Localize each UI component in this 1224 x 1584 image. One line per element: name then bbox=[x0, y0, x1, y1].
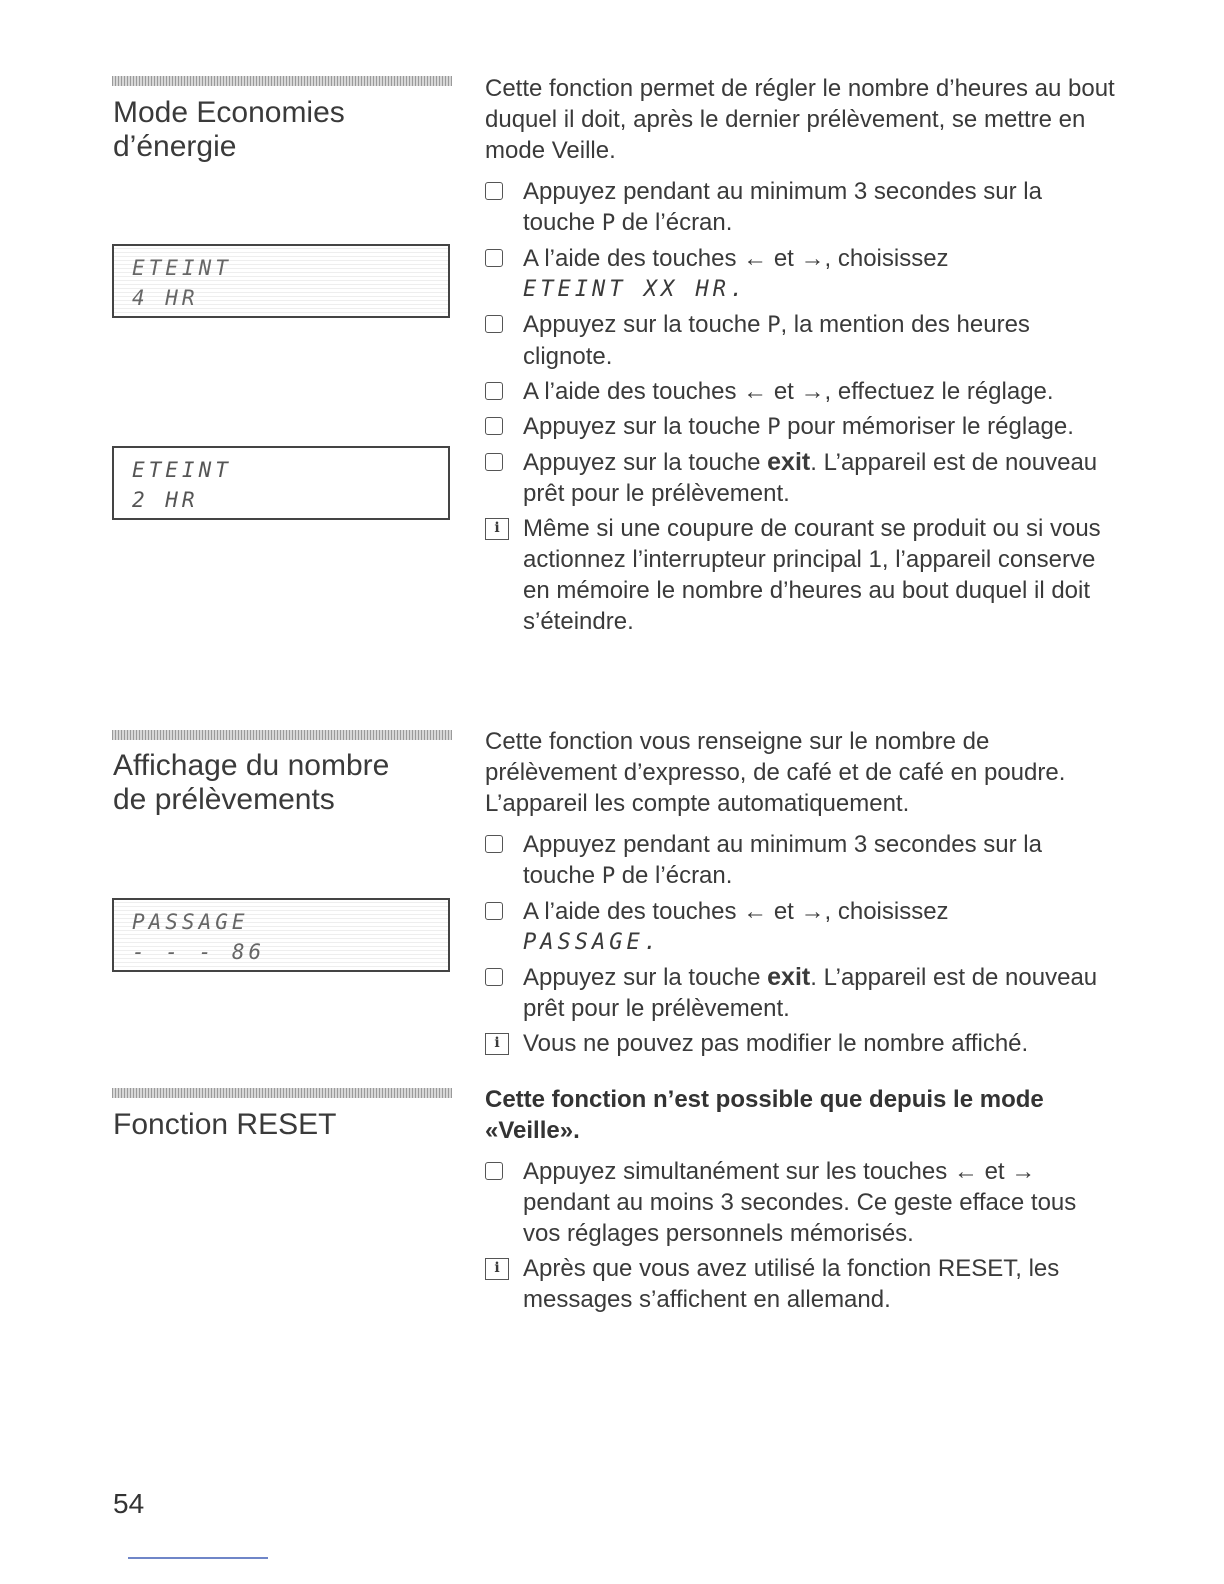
list-item: Appuyez simultanément sur les touches ← et → pendant au moins 3 secondes. Ce geste efface tous vos réglages personnels mémorisés. bbox=[485, 1156, 1115, 1249]
arrow-left-icon: ← bbox=[953, 1158, 978, 1185]
key-exit-label: exit bbox=[767, 963, 811, 991]
info-icon: i bbox=[485, 518, 509, 540]
key-p-label: P bbox=[767, 313, 781, 338]
count-intro: Cette fonction vous renseigne sur le nombre de prélèvement d’expresso, de café et de café en poudre. L’appareil les compte automatiquement. bbox=[485, 728, 1066, 817]
key-p-label: P bbox=[601, 211, 616, 236]
display-text: PASSAGE. bbox=[523, 930, 661, 955]
arrow-right-icon: → bbox=[800, 245, 825, 272]
list-item: Appuyez sur la touche exit. L’appareil est de nouveau prêt pour le prélèvement. bbox=[485, 447, 1115, 509]
info-note: i Après que vous avez utilisé la fonction RESET, les messages s’affichent en allemand. bbox=[485, 1253, 1115, 1315]
checkbox-bullet-icon bbox=[485, 835, 503, 853]
section-title-reset: Fonction RESET bbox=[113, 1108, 337, 1141]
arrow-left-icon: ← bbox=[743, 898, 768, 925]
lcd-display-eteint-4hr: ETEINT 4 HR bbox=[112, 244, 450, 318]
checkbox-bullet-icon bbox=[485, 453, 503, 471]
list-item: Appuyez sur la touche P, la mention des heures clignote. bbox=[485, 309, 1115, 372]
checkbox-bullet-icon bbox=[485, 382, 503, 400]
info-note: i Même si une coupure de courant se produit ou si vous actionnez l’interrupteur principal 1, l’appareil conserve en mémoire le nombre d’heures au bout duquel il doit s’éteindre. bbox=[485, 513, 1115, 637]
checkbox-bullet-icon bbox=[485, 249, 503, 267]
energy-intro: Cette fonction permet de régler le nombre d’heures au bout duquel il doit, après le dernier prélèvement, se mettre en mode Veille. bbox=[485, 75, 1115, 164]
list-item: A l’aide des touches ← et →, choisissez ETEINT XX HR. bbox=[485, 243, 1115, 305]
checkbox-bullet-icon bbox=[485, 1162, 503, 1180]
arrow-left-icon: ← bbox=[743, 245, 768, 272]
section-divider-bar bbox=[112, 1088, 452, 1098]
list-item: A l’aide des touches ← et →, effectuez le réglage. bbox=[485, 376, 1115, 407]
footer-rule bbox=[128, 1557, 268, 1559]
checkbox-bullet-icon bbox=[485, 315, 503, 333]
arrow-right-icon: → bbox=[800, 898, 825, 925]
info-icon: i bbox=[485, 1258, 509, 1280]
key-exit-label: exit bbox=[767, 448, 811, 476]
reset-note: Cette fonction n’est possible que depuis le mode «Veille». bbox=[485, 1086, 1044, 1144]
energy-instructions bbox=[485, 73, 1115, 641]
display-text: ETEINT XX HR. bbox=[523, 277, 748, 302]
key-p-label: P bbox=[767, 415, 781, 440]
arrow-left-icon: ← bbox=[743, 378, 768, 405]
checkbox-bullet-icon bbox=[485, 902, 503, 920]
checkbox-bullet-icon bbox=[485, 968, 503, 986]
section-title-energy: Mode Economies d’énergie bbox=[113, 96, 345, 163]
list-item: Appuyez sur la touche exit. L’appareil est de nouveau prêt pour le prélèvement. bbox=[485, 962, 1115, 1024]
info-icon: i bbox=[485, 1033, 509, 1055]
lcd-display-passage: PASSAGE - - - 86 bbox=[112, 898, 450, 972]
section-divider-bar bbox=[112, 730, 452, 740]
checkbox-bullet-icon bbox=[485, 417, 503, 435]
key-p-label: P bbox=[601, 864, 616, 889]
page-number: 54 bbox=[113, 1488, 145, 1519]
reset-instructions bbox=[485, 1084, 1115, 1319]
list-item: Appuyez pendant au minimum 3 secondes sur la touche P de l’écran. bbox=[485, 176, 1115, 239]
arrow-right-icon: → bbox=[1011, 1158, 1036, 1185]
section-title-count: Affichage du nombre de prélèvements bbox=[113, 749, 390, 816]
info-note: i Vous ne pouvez pas modifier le nombre affiché. bbox=[485, 1028, 1115, 1059]
section-divider-bar bbox=[112, 76, 452, 86]
list-item: Appuyez sur la touche P pour mémoriser le réglage. bbox=[485, 411, 1115, 443]
arrow-right-icon: → bbox=[800, 378, 825, 405]
count-instructions bbox=[485, 726, 1115, 1063]
lcd-display-eteint-2hr: ETEINT 2 HR bbox=[112, 446, 450, 520]
list-item: A l’aide des touches ← et →, choisissez PASSAGE. bbox=[485, 896, 1115, 958]
list-item: Appuyez pendant au minimum 3 secondes sur la touche P de l’écran. bbox=[485, 829, 1115, 892]
checkbox-bullet-icon bbox=[485, 182, 503, 200]
